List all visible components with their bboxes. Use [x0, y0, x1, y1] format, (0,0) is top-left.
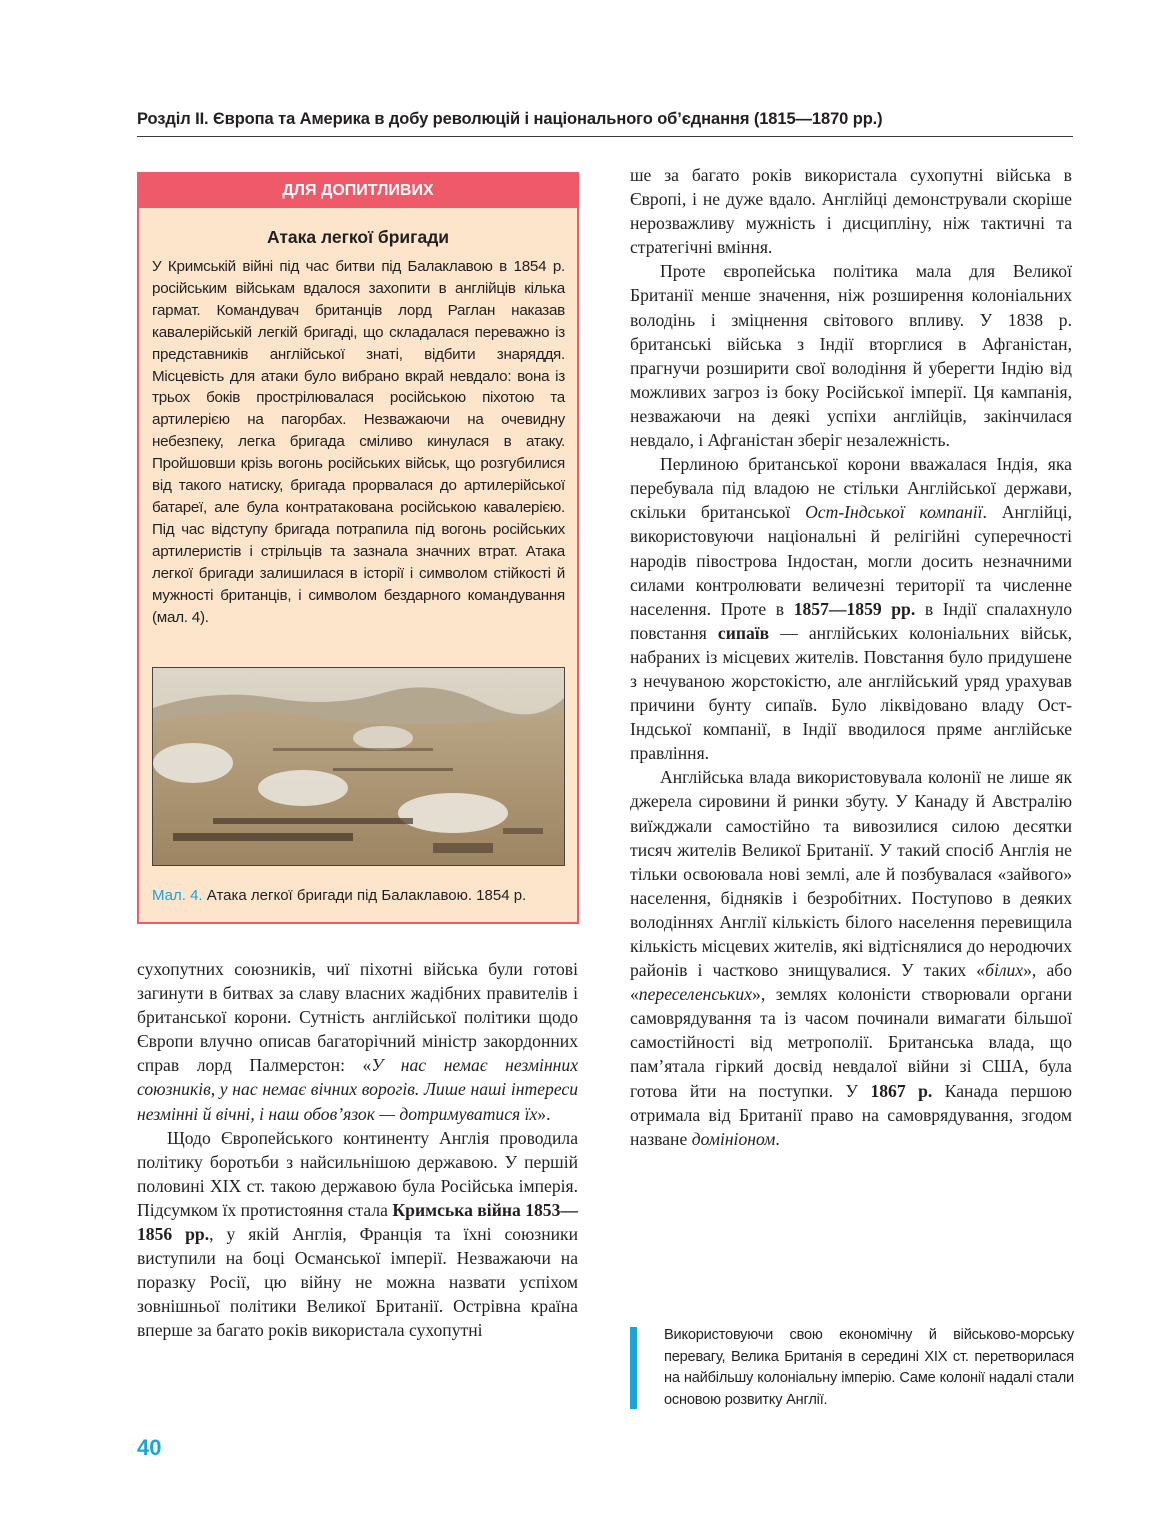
left-column	[137, 957, 578, 1343]
palmerston-quote: У нас немає незмінних союзників, у нас немає вічних ворогів. Лише наші інтереси незмінні й вічні, і наш обов’язок — дотримуватися їх	[137, 1055, 579, 1124]
battle-illustration	[152, 667, 565, 866]
caption-text: Атака легкої бригади під Балаклавою. 1854 р.	[206, 887, 527, 904]
paragraph: Щодо Європейського континенту Англія проводила політику боротьби з найсильнішою державою. У першій половині XIX ст. такою державою була Російська імперія. Підсумком їх протистояння стала Кримська війна 1853—1856 рр., у якій Англія, Франція та їхні союзники виступили на боці Османської імперії. Незважаючи на поразку Росії, цю війну не можна назвати успіхом зовнішньої політики Великої Британії. Острівна країна вперше за багато років використала сухопутні	[137, 1127, 578, 1341]
right-column	[630, 163, 1072, 1151]
summary-accent-bar	[630, 1327, 637, 1409]
summary-note: Використовуючи свою економічну й військово-морську перевагу, Велика Британія в середині XIX ст. перетворилася на найбільшу колоніальну імперію. Саме колонії надалі стали основою розвитку Англії.	[664, 1327, 1074, 1409]
figure-caption	[152, 887, 572, 904]
caption-label: Мал. 4.	[152, 887, 203, 904]
key-term: сипаїв	[717, 622, 770, 643]
key-term: переселенських	[638, 984, 753, 1005]
chapter-header: Розділ ІІ. Європа та Америка в добу революцій і національного об’єднання (1815—1870 рр.)	[137, 110, 883, 128]
curious-box	[137, 172, 579, 924]
key-date: 1867 р.	[870, 1080, 933, 1101]
paragraph: Перлиною британської корони вважалася Індія, яка перебувала під владою не стільки Англійської держави, скільки британської Ост-Індської компанії. Англійці, використовуючи національні й релігійні суперечності народів півострова Індостан, могли досить незначними силами контролювати величезні території та численне населення. Проте в 1857—1859 рр. в Індії спалахнуло повстання сипаїв — англійських колоніальних військ, набраних із місцевих жителів. Повстання було придушене з нечуваною жорстокістю, але англійський уряд урахував причини бунту сипаїв. Було ліквідовано владу Ост-Індської компанії, в Індії вводилося пряме англійське правління.	[630, 454, 1073, 764]
header-rule	[137, 136, 1073, 137]
key-term: Ост-Індської компанії	[805, 502, 983, 523]
paragraph: сухопутних союзників, чиї піхотні війська були готові загинути в битвах за славу власних жадібних правителів і британської корони. Сутність англійської політики щодо Європи влучно описав багаторічний міністр закордонних справ лорд Палмерстон: «У нас немає незмінних союзників, у нас немає вічних ворогів. Лише наші інтереси незмінні й вічні, і наш обов’язок — дотримуватися їх».	[137, 959, 579, 1124]
key-term: Кримська війна 1853—1856 рр.	[137, 1199, 578, 1245]
paragraph: Англійська влада використовувала колонії не лише як джерела сировини й ринки збуту. У Канаду й Австралію виїжджали самостійно та вивозилися силою десятки тисяч жителів Великої Британії. У такий спосіб Англія не тільки освоювала нові землі, але й позбувалася «зайвого» населення, бідняків і безробітних. Поступово в деяких володіннях Англії кількість білого населення перевищила кількість місцевих жителів, які відтіснялися до неродючих районів і частково знищувалися. У таких «білих», або «переселенських», землях колоністи створювали органи самоврядування та із часом починали вимагати більшої самостійності від метрополії. Британська влада, що пам’ятала гіркий досвід невдалої війни зі США, була готова йти на поступки. У 1867 р. Канада першою отримала від Британії право на самоврядування, згодом назване домініоном.	[630, 767, 1072, 1149]
key-date: 1857—1859 рр.	[793, 598, 916, 619]
key-term: білих	[985, 960, 1024, 981]
box-title: Атака легкої бригади	[266, 227, 450, 247]
box-banner: ДЛЯ ДОПИТЛИВИХ	[139, 174, 577, 208]
page-number: 40	[137, 1435, 162, 1460]
paragraph: ше за багато років використала сухопутні війська в Європі, і не дуже вдало. Англійці демонстрували скоріше нерозважливу мужність і дисципліну, ніж тактичні та стратегічні вміння.	[630, 165, 1072, 258]
paragraph: Проте європейська політика мала для Великої Британії менше значення, ніж розширення колоніальних володінь і зміцнення світового впливу. У 1838 р. британські війська з Індії вторглися в Афганістан, прагнучи розширити свої володіння й уберегти Індію від можливих загроз із боку Російської імперії. Ця кампанія, незважаючи на деякі успіхи англійців, закінчилася невдало, і Афганістан зберіг незалежність.	[630, 261, 1072, 451]
key-term: домініоном	[691, 1128, 776, 1149]
box-text: У Кримській війні під час битви під Балаклавою в 1854 р. російським військам вдалося захопити в англійців кілька гармат. Командувач британців лорд Раглан наказав кавалерійській легкій бригаді, що складалася переважно із представників англійської знаті, відбити знаряддя. Місцевість для атаки було вибрано вкрай невдало: вона із трьох боків прострілювалася російською піхотою та артилерією на пагорбах. Незважаючи на очевидну небезпеку, легка бригада сміливо кинулася в атаку. Пройшовши крізь вогонь російських військ, що розгубилися від такого натиску, бригада прорвалася до артилерійської батареї, але була контратакована російською кавалерією. Під час відступу бригада потрапила під вогонь російських артилеристів і стрільців та зазнала значних втрат. Атака легкої бригади залишилася в історії і символом стійкості й мужності британців, і символом бездарного командування (мал. 4).	[152, 258, 565, 626]
